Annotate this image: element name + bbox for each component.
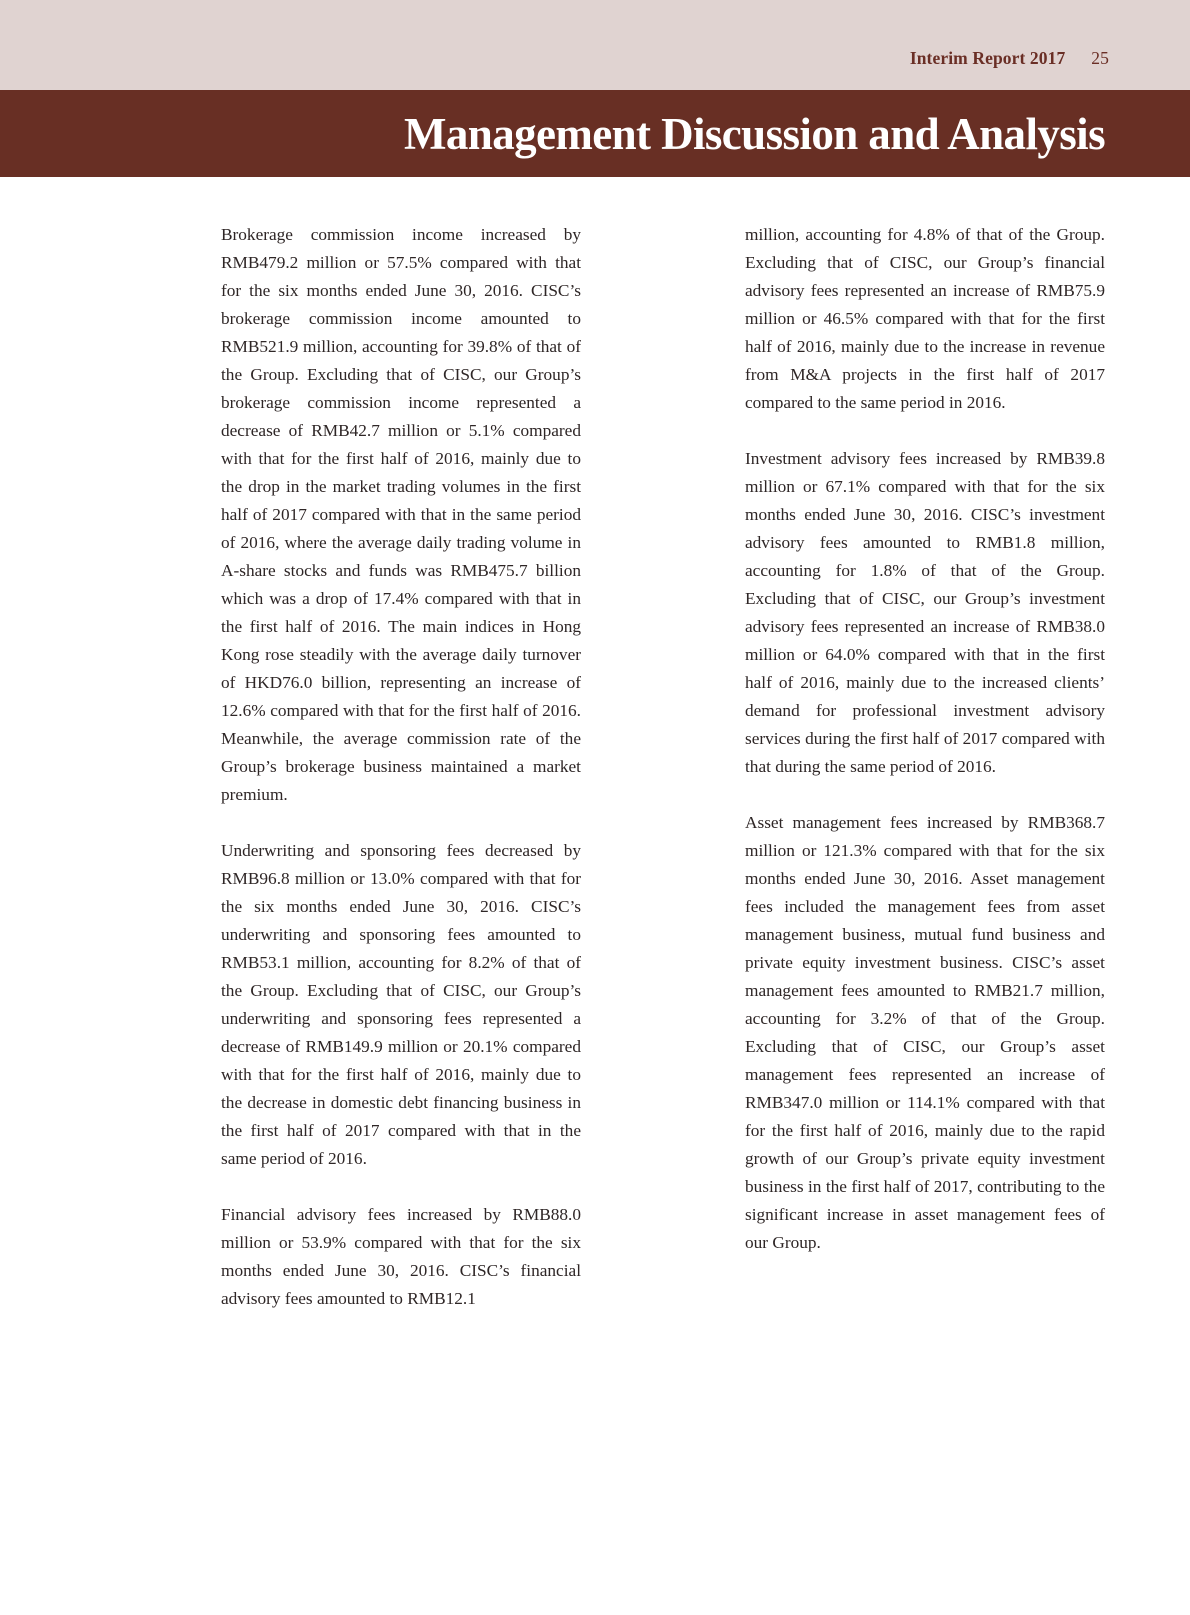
left-column [221,221,581,1341]
page-number: 25 [1091,48,1109,68]
paragraph-financial-advisory: Financial advisory fees increased by RMB88.0 million or 53.9% compared with that for the six months ended June 30, 2016. CISC’s financial advisory fees amounted to RMB12.1 [221,1205,581,1308]
right-column [745,221,1105,1285]
running-head [910,48,1109,69]
paragraph-underwriting-sponsoring: Underwriting and sponsoring fees decreased by RMB96.8 million or 13.0% compared with that for the six months ended June 30, 2016. CISC’s underwriting and sponsoring fees amounted to RMB53.1 million, accounting for 8.2% of that of the Group. Excluding that of CISC, our Group’s underwriting and sponsoring fees represented a decrease of RMB149.9 million or 20.1% compared with that for the first half of 2016, mainly due to the decrease in domestic debt financing business in the first half of 2017 compared with that in the same period of 2016. [221,841,581,1168]
report-title: Interim Report 2017 [909,48,1066,68]
page-title: Management Discussion and Analysis [404,109,1105,159]
header-band [0,0,1190,90]
paragraph-financial-advisory-continued: million, accounting for 4.8% of that of the Group. Excluding that of CISC, our Group’s financial advisory fees represented an increase of RMB75.9 million or 46.5% compared with that for the first half of 2016, mainly due to the increase in revenue from M&A projects in the first half of 2017 compared to the same period in 2016. [745,225,1105,412]
paragraph-asset-management: Asset management fees increased by RMB368.7 million or 121.3% compared with that for the six months ended June 30, 2016. Asset management fees included the management fees from asset management business, mutual fund business and private equity investment business. CISC’s asset management fees amounted to RMB21.7 million, accounting for 3.2% of that of the Group. Excluding that of CISC, our Group’s asset management fees represented an increase of RMB347.0 million or 114.1% compared with that for the first half of 2016, mainly due to the rapid growth of our Group’s private equity investment business in the first half of 2017, contributing to the significant increase in asset management fees of our Group. [745,813,1105,1252]
paragraph-brokerage-commission: Brokerage commission income increased by RMB479.2 million or 57.5% compared with that for the six months ended June 30, 2016. CISC’s brokerage commission income amounted to RMB521.9 million, accounting for 39.8% of that of the Group. Excluding that of CISC, our Group’s brokerage commission income represented a decrease of RMB42.7 million or 5.1% compared with that for the first half of 2016, mainly due to the drop in the market trading volumes in the first half of 2017 compared with that in the same period of 2016, where the average daily trading volume in A-share stocks and funds was RMB475.7 billion which was a drop of 17.4% compared with that in the first half of 2016. The main indices in Hong Kong rose steadily with the average daily turnover of HKD76.0 billion, representing an increase of 12.6% compared with that for the first half of 2016. Meanwhile, the average commission rate of the Group’s brokerage business maintained a market premium. [221,225,581,804]
paragraph-investment-advisory: Investment advisory fees increased by RMB39.8 million or 67.1% compared with that for the six months ended June 30, 2016. CISC’s investment advisory fees amounted to RMB1.8 million, accounting for 1.8% of that of the Group. Excluding that of CISC, our Group’s investment advisory fees represented an increase of RMB38.0 million or 64.0% compared with that in the first half of 2016, mainly due to the increased clients’ demand for professional investment advisory services during the first half of 2017 compared with that during the same period of 2016. [745,449,1105,776]
